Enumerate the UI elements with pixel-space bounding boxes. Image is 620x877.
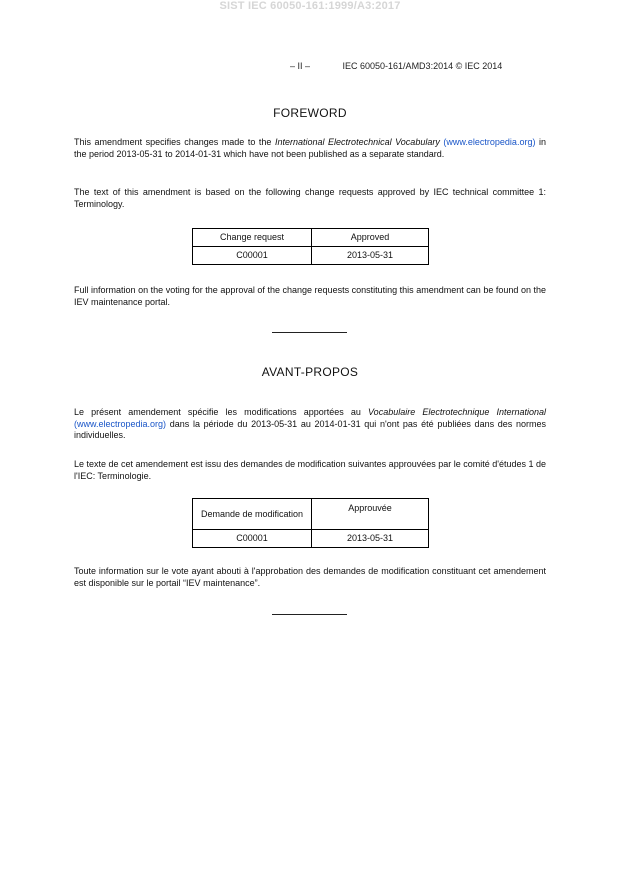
table-header-demande: Demande de modification	[193, 499, 312, 530]
avant-propos-title: AVANT-PROPOS	[261, 365, 359, 379]
foreword-paragraph-3: Full information on the voting for the approval of the change requests constituting this amendment can be found on the IEV maintenance portal.	[74, 285, 546, 307]
table-header-change-request: Change request	[193, 229, 312, 247]
foreword-p1-text: This amendment specifies changes made to the	[74, 137, 275, 147]
watermark: SIST IEC 60050-161:1999/A3:2017	[219, 0, 401, 12]
document-reference: IEC 60050-161/AMD3:2014 © IEC 2014	[342, 61, 503, 71]
foreword-paragraph-2: The text of this amendment is based on the following change requests approved by IEC technical committee 1: Terminology.	[74, 187, 546, 209]
table-header-approuvee: Approuvée	[312, 499, 429, 530]
avant-propos-vocabulary-name: Vocabulaire Electrotechnique International	[368, 407, 547, 417]
avant-propos-p1-text: Le présent amendement spécifie les modifications apportées au	[74, 407, 369, 417]
foreword-title: FOREWORD	[273, 106, 347, 120]
table-cell-approved-date: 2013-05-31	[312, 247, 429, 265]
page-header	[290, 61, 546, 71]
electropedia-link[interactable]: (www.electropedia.org)	[443, 137, 536, 147]
foreword-p1-text-end: in the period 2013-05-31 to 2014-01-31 which have not been published as a separate standard.	[74, 137, 547, 159]
section-divider	[272, 332, 347, 333]
page-number: – II –	[290, 61, 311, 71]
table-cell-approved-date: 2013-05-31	[312, 530, 429, 548]
table-cell-request-id: C00001	[193, 530, 312, 548]
avant-propos-paragraph-3: Toute information sur le vote ayant abouti à l'approbation des demandes de modification constituant cet amendement est disponible sur le portail “IEV maintenance”.	[74, 566, 546, 588]
avant-propos-paragraph-2: Le texte de cet amendement est issu des demandes de modification suivantes approuvées par le comité d'études 1 de l'IEC: Terminologie.	[74, 459, 547, 481]
section-divider-end	[272, 614, 347, 615]
electropedia-link-fr[interactable]: (www.electropedia.org)	[74, 418, 167, 429]
avant-propos-p1-text-end: dans la période du 2013-05-31 au 2014-01-31 qui n'ont pas été publiées dans des normes individuelles.	[74, 418, 546, 440]
foreword-paragraph-1	[74, 137, 546, 160]
avant-propos-paragraph-1	[74, 407, 546, 442]
foreword-vocabulary-name: International Electrotechnical Vocabulary	[274, 137, 440, 147]
modification-request-table	[192, 498, 429, 548]
table-cell-request-id: C00001	[193, 247, 312, 265]
change-request-table	[192, 228, 429, 265]
table-header-approved: Approved	[312, 229, 429, 247]
